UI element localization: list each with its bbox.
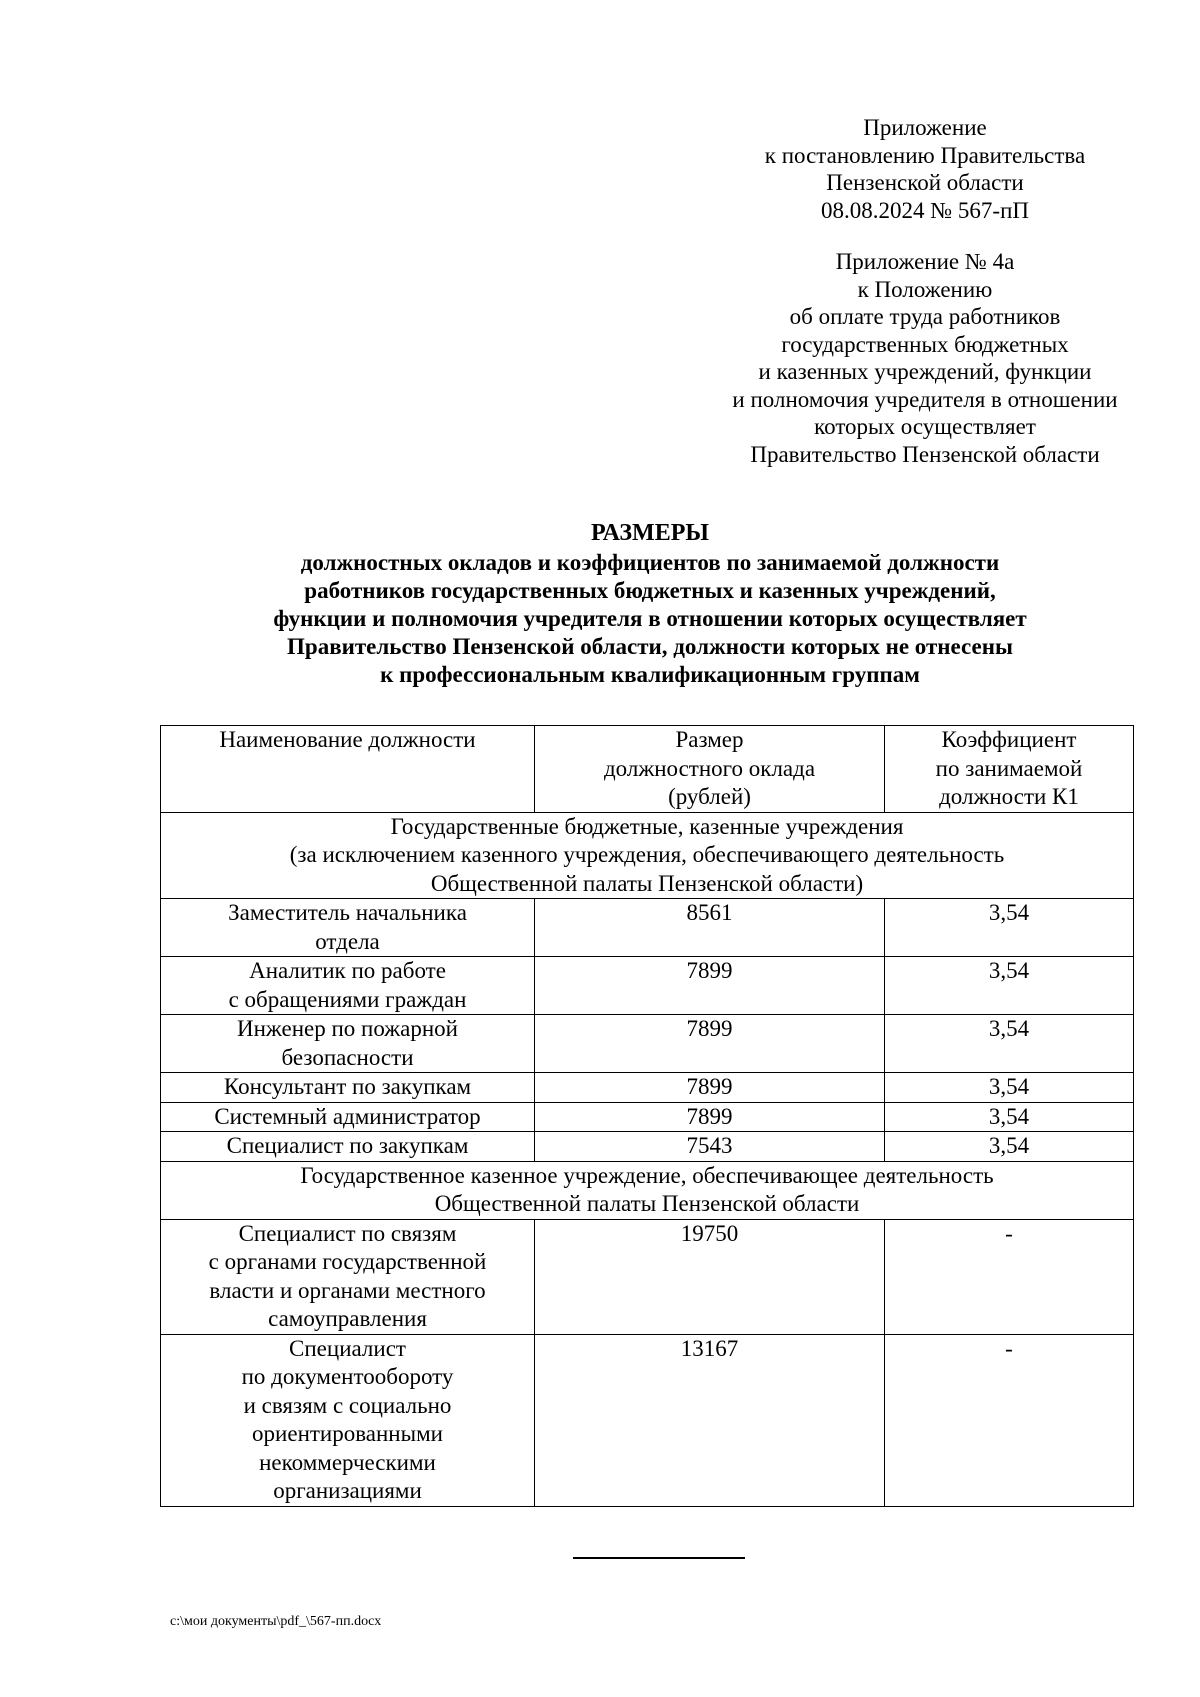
header-salary: Размер должностного оклада (рублей) <box>535 726 885 813</box>
title-heading: РАЗМЕРЫ <box>591 520 709 546</box>
cell-position: Системный администратор <box>161 1102 535 1132</box>
section-row <box>161 1161 1134 1219</box>
appendix-4a-line: к Положению <box>857 276 993 302</box>
cell-coefficient: 3,54 <box>885 899 1134 957</box>
appendix-line: Приложение <box>863 115 987 140</box>
table-row <box>161 1102 1134 1132</box>
cell-position: Специалист по документообороту и связям с социально ориентированными некоммерческими организациями <box>161 1334 535 1506</box>
cell-salary: 7899 <box>535 1102 885 1132</box>
cell-position: Специалист по закупкам <box>161 1132 535 1162</box>
title-line: Правительство Пензенской области, должности которых не отнесены <box>287 634 1013 659</box>
document-title <box>150 519 1150 689</box>
appendix-header <box>690 114 1160 224</box>
table-row <box>161 1219 1134 1334</box>
table-row <box>161 899 1134 957</box>
footer-file-path: c:\мои документы\pdf_\567-пп.docx <box>170 1614 382 1629</box>
cell-coefficient: 3,54 <box>885 1015 1134 1073</box>
cell-coefficient: - <box>885 1219 1134 1334</box>
cell-salary: 7899 <box>535 1073 885 1103</box>
cell-salary: 7543 <box>535 1132 885 1162</box>
salary-table <box>160 725 1134 1507</box>
cell-coefficient: 3,54 <box>885 1102 1134 1132</box>
section-title: Государственное казенное учреждение, обеспечивающее деятельность Общественной палаты Пензенской области <box>161 1161 1134 1219</box>
table-row <box>161 1334 1134 1506</box>
appendix-4a-header <box>690 248 1160 468</box>
cell-salary: 8561 <box>535 899 885 957</box>
table-row <box>161 1073 1134 1103</box>
title-line: функции и полномочия учредителя в отношении которых осуществляет <box>273 606 1027 631</box>
appendix-4a-line: и казенных учреждений, функции <box>758 359 1092 384</box>
table-row <box>161 957 1134 1015</box>
table-row <box>161 1132 1134 1162</box>
appendix-4a-line: и полномочия учредителя в отношении <box>732 386 1118 412</box>
appendix-4a-line: Правительство Пензенской области <box>750 441 1100 467</box>
cell-position: Инженер по пожарной безопасности <box>161 1015 535 1073</box>
appendix-4a-line: которых осуществляет <box>814 414 1036 439</box>
cell-coefficient: 3,54 <box>885 957 1134 1015</box>
cell-salary: 19750 <box>535 1219 885 1334</box>
appendix-4a-line: государственных бюджетных <box>781 331 1069 357</box>
appendix-line: Пензенской области <box>826 170 1024 195</box>
appendix-line: 08.08.2024 № 567-пП <box>820 197 1030 223</box>
title-line: к профессиональным квалификационным группам <box>380 662 920 687</box>
table-header-row <box>161 726 1134 813</box>
cell-salary: 7899 <box>535 1015 885 1073</box>
title-line: работников государственных бюджетных и казенных учреждений, <box>304 578 996 603</box>
table-row <box>161 1015 1134 1073</box>
appendix-4a-line: об оплате труда работников <box>789 304 1061 329</box>
cell-coefficient: - <box>885 1334 1134 1506</box>
cell-salary: 7899 <box>535 957 885 1015</box>
cell-position: Специалист по связям с органами государственной власти и органами местного самоуправления <box>161 1219 535 1334</box>
cell-position: Консультант по закупкам <box>161 1073 535 1103</box>
appendix-4a-line: Приложение № 4а <box>835 249 1015 274</box>
cell-coefficient: 3,54 <box>885 1132 1134 1162</box>
title-line: должностных окладов и коэффициентов по занимаемой должности <box>300 550 1000 575</box>
section-title: Государственные бюджетные, казенные учреждения (за исключением казенного учреждения, обеспечивающего деятельность Общественной палаты Пензенской области) <box>161 812 1134 899</box>
appendix-line: к постановлению Правительства <box>764 142 1086 168</box>
section-row <box>161 812 1134 899</box>
cell-coefficient: 3,54 <box>885 1073 1134 1103</box>
cell-position: Заместитель начальника отдела <box>161 899 535 957</box>
header-position: Наименование должности <box>161 726 535 813</box>
header-coefficient: Коэффициент по занимаемой должности К1 <box>885 726 1134 813</box>
cell-position: Аналитик по работе с обращениями граждан <box>161 957 535 1015</box>
end-divider <box>573 1557 745 1559</box>
cell-salary: 13167 <box>535 1334 885 1506</box>
